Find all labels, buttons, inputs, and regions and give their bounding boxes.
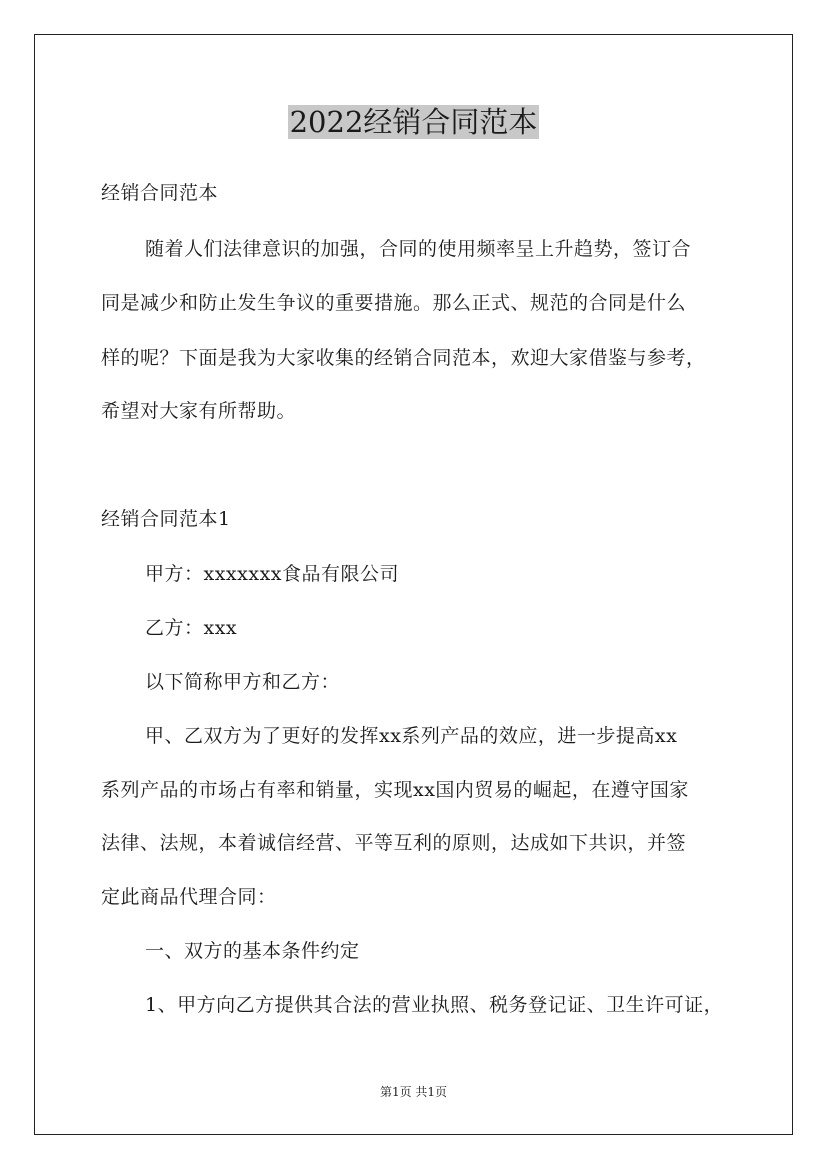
body-line-1: 甲、乙双方为了更好的发挥xx系列产品的效应，进一步提高xx <box>145 725 678 747</box>
page-footer: 第1页 共1页 <box>379 1085 448 1099</box>
party-b: 乙方：xxx <box>145 617 238 639</box>
body-line-4: 定此商品代理合同： <box>101 886 277 908</box>
body-line-3: 法律、法规，本着诚信经营、平等互利的原则，达成如下共识，并签 <box>101 832 687 854</box>
document-title <box>0 100 827 144</box>
section-heading: 经销合同范本1 <box>101 508 231 530</box>
intro-line-4: 希望对大家有所帮助。 <box>101 400 297 422</box>
clause-1: 1、甲方向乙方提供其合法的营业执照、税务登记证、卫生许可证， <box>145 994 724 1016</box>
document-title-text: 2022经销合同范本 <box>289 105 538 139</box>
body-line-2: 系列产品的市场占有率和销量，实现xx国内贸易的崛起，在遵守国家 <box>101 779 689 801</box>
intro-line-3: 样的呢？下面是我为大家收集的经销合同范本，欢迎大家借鉴与参考， <box>101 347 706 369</box>
intro-line-1: 随着人们法律意识的加强，合同的使用频率呈上升趋势，签订合 <box>145 238 692 260</box>
document-subtitle: 经销合同范本 <box>101 182 219 204</box>
abbreviation-line: 以下简称甲方和乙方： <box>145 671 341 693</box>
clause-heading: 一、双方的基本条件约定 <box>145 940 360 962</box>
party-a: 甲方：xxxxxxx食品有限公司 <box>145 563 400 585</box>
intro-line-2: 同是减少和防止发生争议的重要措施。那么正式、规范的合同是什么 <box>101 292 687 314</box>
